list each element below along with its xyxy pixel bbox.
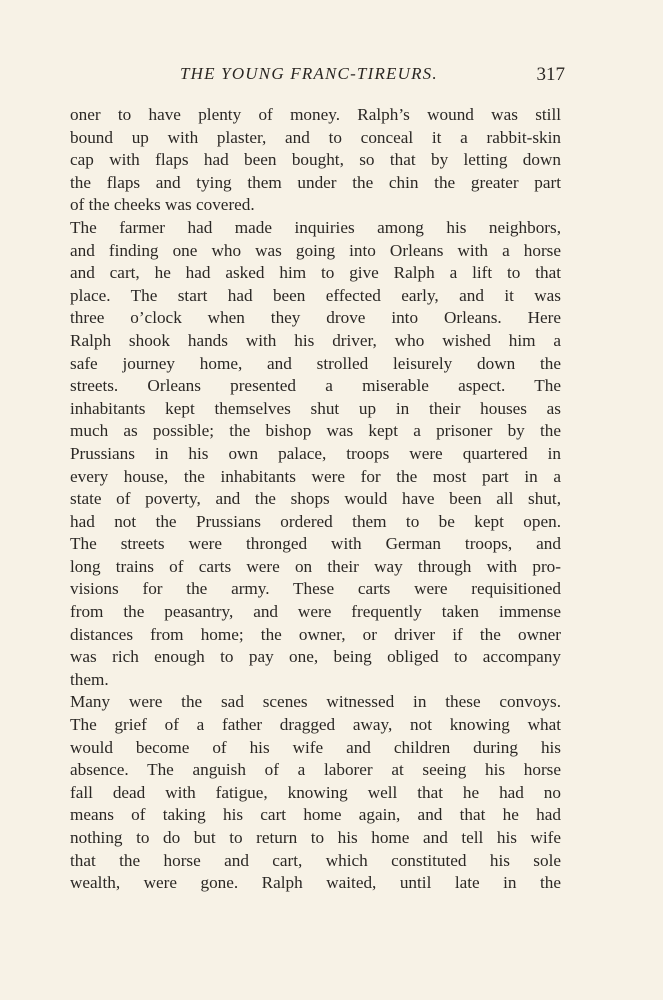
text-line: would become of his wife and children during his bbox=[70, 737, 561, 757]
text-line: streets. Orleans presented a miserable aspect. The bbox=[70, 376, 561, 396]
text-line: safe journey home, and strolled leisurely down the bbox=[70, 353, 561, 373]
text-line: three o’clock when they drove into Orleans. Here bbox=[70, 308, 561, 328]
text-line: place. The start had been effected early, and it was bbox=[70, 285, 561, 305]
text-line: Prussians in his own palace, troops were quartered in bbox=[70, 443, 561, 463]
text-line: the flaps and tying them under the chin the greater part bbox=[70, 172, 561, 192]
text-line: them. bbox=[70, 669, 109, 689]
text-line: absence. The anguish of a laborer at seeing his horse bbox=[70, 760, 561, 780]
text-line: The streets were thronged with German troops, and bbox=[70, 534, 561, 554]
text-line: oner to have plenty of money. Ralph’s wound was still bbox=[70, 105, 561, 124]
text-line: nothing to do but to return to his home and tell his wife bbox=[70, 828, 561, 847]
text-line: The farmer had made inquiries among his neighbors, bbox=[70, 217, 561, 237]
text-line: had not the Prussians ordered them to be kept open. bbox=[70, 511, 561, 531]
text-line: was rich enough to pay one, being obliged to accompany bbox=[70, 647, 561, 667]
text-line: state of poverty, and the shops would have been all shut, bbox=[70, 489, 561, 509]
text-line: and finding one who was going into Orleans with a horse bbox=[70, 240, 561, 260]
text-line: The grief of a father dragged away, not knowing what bbox=[70, 715, 561, 735]
text-line: of the cheeks was covered. bbox=[70, 195, 255, 215]
text-line: Many were the sad scenes witnessed in these convoys. bbox=[70, 692, 561, 712]
text-line: Ralph shook hands with his driver, who wished him a bbox=[70, 330, 561, 350]
text-line: inhabitants kept themselves shut up in their houses as bbox=[70, 398, 561, 418]
text-line: cap with flaps had been bought, so that by letting down bbox=[70, 150, 561, 170]
text-line: fall dead with fatigue, knowing well that he had no bbox=[70, 782, 561, 802]
running-head bbox=[70, 64, 565, 88]
text-line: that the horse and cart, which constituted his sole bbox=[70, 850, 561, 870]
text-line: and cart, he had asked him to give Ralph a lift to that bbox=[70, 263, 561, 283]
text-line: means of taking his cart home again, and that he had bbox=[70, 805, 561, 825]
text-line: bound up with plaster, and to conceal it a rabbit-skin bbox=[70, 127, 561, 147]
page-number: 317 bbox=[536, 64, 565, 85]
text-line: long trains of carts were on their way through with pro- bbox=[70, 556, 561, 576]
text-line: from the peasantry, and were frequently taken immense bbox=[70, 602, 561, 622]
body-text bbox=[70, 104, 561, 895]
text-line: distances from home; the owner, or driver if the owner bbox=[70, 624, 561, 644]
text-line: wealth, were gone. Ralph waited, until late in the bbox=[70, 873, 561, 893]
running-title: THE YOUNG FRANC-TIREURS. bbox=[180, 64, 438, 83]
text-line: every house, the inhabitants were for the most part in a bbox=[70, 466, 561, 486]
text-line: much as possible; the bishop was kept a prisoner by the bbox=[70, 421, 561, 441]
text-line: visions for the army. These carts were requisitioned bbox=[70, 579, 561, 599]
